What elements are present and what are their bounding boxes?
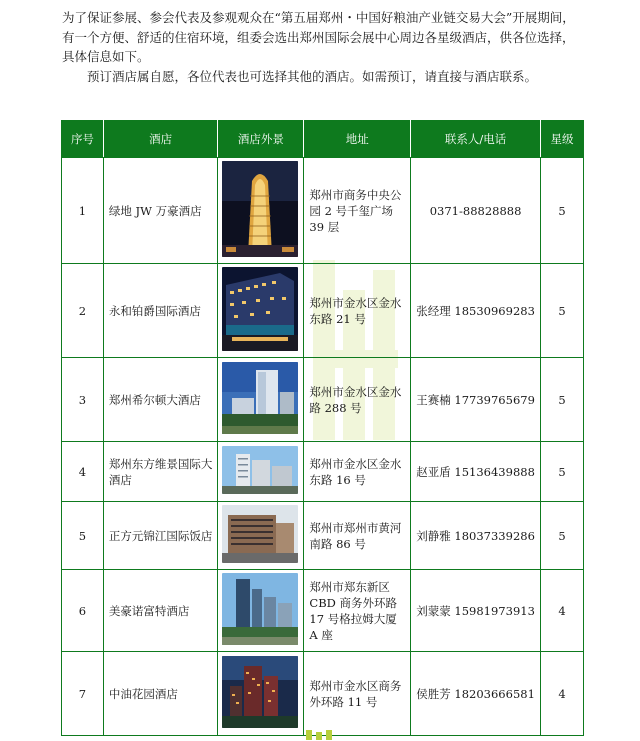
- row-hotel: 永和铂爵国际酒店: [103, 264, 218, 358]
- row-address: 郑州市郑州市黄河南路 86 号: [304, 502, 411, 570]
- row-photo: [218, 442, 304, 502]
- intro-text: [62, 8, 582, 86]
- hotel-photo-5-image: [222, 505, 298, 563]
- table-row: [62, 442, 584, 502]
- row-hotel: 正方元锦江国际饭店: [103, 502, 218, 570]
- row-no: 7: [62, 652, 104, 736]
- row-photo: [218, 570, 304, 652]
- row-photo: [218, 158, 304, 264]
- row-stars: 5: [541, 358, 584, 442]
- row-address: 郑州市商务中央公园 2 号千玺广场 39 层: [304, 158, 411, 264]
- header-no: 序号: [62, 121, 104, 158]
- row-contact: 侯胜芳 18203666581: [411, 652, 541, 736]
- hotel-table: [61, 120, 584, 736]
- row-stars: 4: [541, 652, 584, 736]
- row-address: 郑州市金水区金水路 288 号: [304, 358, 411, 442]
- hotel-photo-3-image: [222, 362, 298, 434]
- bottom-logo-fragment: [300, 728, 340, 740]
- header-address: 地址: [304, 121, 411, 158]
- header-photo: 酒店外景: [218, 121, 304, 158]
- table-row: [62, 264, 584, 358]
- row-photo: [218, 652, 304, 736]
- row-contact: 张经理 18530969283: [411, 264, 541, 358]
- table-row: [62, 158, 584, 264]
- hotel-photo-4-image: [222, 446, 298, 494]
- row-contact: 刘蒙蒙 15981973913: [411, 570, 541, 652]
- header-hotel: 酒店: [103, 121, 218, 158]
- row-hotel: 美豪诺富特酒店: [103, 570, 218, 652]
- row-no: 5: [62, 502, 104, 570]
- row-address: 郑州市金水区商务外环路 11 号: [304, 652, 411, 736]
- row-contact: 0371-88828888: [411, 158, 541, 264]
- row-address: 郑州市金水区金水东路 16 号: [304, 442, 411, 502]
- row-stars: 5: [541, 264, 584, 358]
- hotel-photo-6-image: [222, 573, 298, 645]
- row-address: 郑州市郑东新区CBD 商务外环路17 号格拉姆大厦 A 座: [304, 570, 411, 652]
- row-hotel: 中油花园酒店: [103, 652, 218, 736]
- hotel-photo-7-image: [222, 656, 298, 728]
- row-no: 6: [62, 570, 104, 652]
- row-hotel: 郑州希尔顿大酒店: [103, 358, 218, 442]
- row-no: 2: [62, 264, 104, 358]
- header-contact: 联系人/电话: [411, 121, 541, 158]
- table-row: [62, 570, 584, 652]
- row-photo: [218, 502, 304, 570]
- row-contact: 赵亚盾 15136439888: [411, 442, 541, 502]
- table-row: [62, 502, 584, 570]
- row-contact: 王赛楠 17739765679: [411, 358, 541, 442]
- row-no: 4: [62, 442, 104, 502]
- intro-paragraph-1: 为了保证参展、参会代表及参观观众在“第五届郑州・中国好粮油产业链交易大会”开展期间，有一个方便、舒适的住宿环境，组委会选出郑州国际会展中心周边各星级酒店，供各位选择，具体信息如下。: [62, 10, 575, 64]
- row-address: 郑州市金水区金水东路 21 号: [304, 264, 411, 358]
- row-no: 1: [62, 158, 104, 264]
- row-stars: 4: [541, 570, 584, 652]
- hotel-photo-1-image: [222, 161, 298, 257]
- row-photo: [218, 358, 304, 442]
- table-row: [62, 358, 584, 442]
- table-header-row: [62, 121, 584, 158]
- row-stars: 5: [541, 442, 584, 502]
- hotel-photo-2-image: [222, 267, 298, 351]
- row-hotel: 郑州东方维景国际大酒店: [103, 442, 218, 502]
- row-contact: 刘静雅 18037339286: [411, 502, 541, 570]
- row-stars: 5: [541, 158, 584, 264]
- row-hotel: 绿地 JW 万豪酒店: [103, 158, 218, 264]
- header-stars: 星级: [541, 121, 584, 158]
- row-photo: [218, 264, 304, 358]
- table-row: [62, 652, 584, 736]
- intro-paragraph-2: 预订酒店属自愿，各位代表也可选择其他的酒店。如需预订，请直接与酒店联系。: [87, 68, 538, 84]
- row-stars: 5: [541, 502, 584, 570]
- row-no: 3: [62, 358, 104, 442]
